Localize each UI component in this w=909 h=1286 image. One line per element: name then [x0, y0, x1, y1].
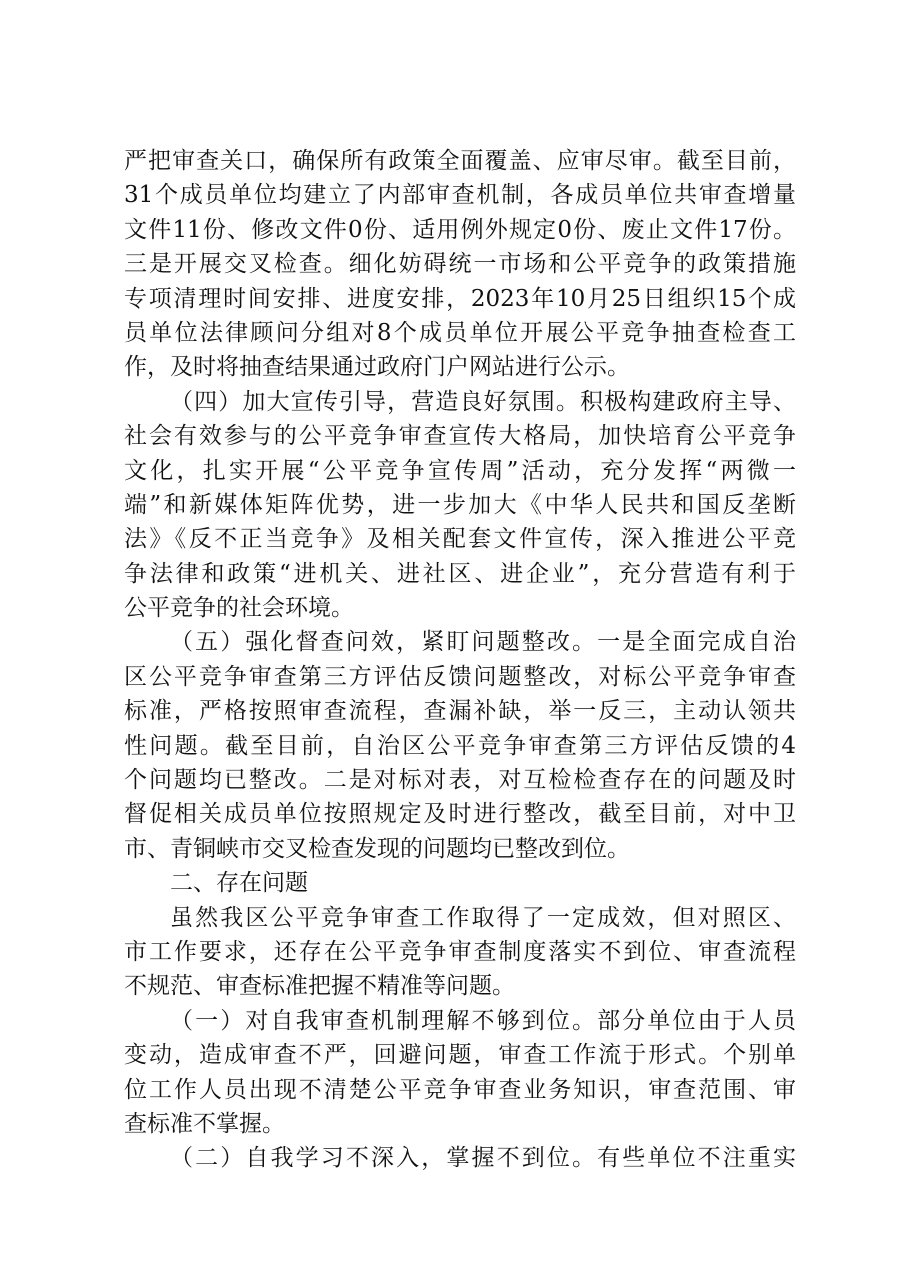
document-body [124, 144, 796, 1176]
subsection-heading-line: （二）自我学习不深入，掌握不到位。有些单位不注重实 [170, 1145, 796, 1172]
paragraph-line: 督促相关成员单位按照规定及时进行整改，截至目前，对中卫 [124, 801, 796, 828]
paragraph-line: 虽然我区公平竞争审查工作取得了一定成效，但对照区、 [170, 904, 796, 931]
paragraph-line: 市、青铜峡市交叉检查发现的问题均已整改到位。 [124, 835, 630, 862]
paragraph-line: 个问题均已整改。二是对标对表，对互检检查存在的问题及时 [124, 767, 796, 794]
paragraph-line: 法》《反不正当竞争》及相关配套文件宣传，深入推进公平竞 [124, 526, 796, 553]
paragraph-line: 性问题。截至目前，自治区公平竞争审查第三方评估反馈的4 [124, 732, 796, 759]
paragraph-line: 不规范、审查标准把握不精准等问题。 [124, 973, 515, 1000]
subsection-heading-line: （四）加大宣传引导，营造良好氛围。积极构建政府主导、 [170, 388, 796, 415]
paragraph-line: 专项清理时间安排、进度安排，2023年10月25日组织15个成 [124, 285, 796, 312]
paragraph-line: 端”和新媒体矩阵优势，进一步加大《中华人民共和国反垄断 [124, 491, 796, 518]
paragraph-line: 严把审查关口，确保所有政策全面覆盖、应审尽审。截至目前， [124, 148, 796, 174]
paragraph-line: 社会有效参与的公平竞争审查宣传大格局，加快培育公平竞争 [124, 423, 796, 450]
paragraph-line: 三是开展交叉检查。细化妨碍统一市场和公平竞争的政策措施 [124, 251, 796, 278]
paragraph-line: 员单位法律顾问分组对8个成员单位开展公平竞争抽查检查工 [124, 319, 796, 346]
paragraph-line: 市工作要求，还存在公平竞争审查制度落实不到位、审查流程 [124, 938, 796, 965]
section-heading: 二、存在问题 [170, 870, 308, 897]
paragraph-line: 作，及时将抽查结果通过政府门户网站进行公示。 [124, 354, 630, 381]
paragraph-line: 标准，严格按照审查流程，查漏补缺，举一反三，主动认领共 [124, 698, 796, 725]
paragraph-line: 区公平竞争审查第三方评估反馈问题整改，对标公平竞争审查 [124, 663, 796, 690]
subsection-heading-line: （一）对自我审查机制理解不够到位。部分单位由于人员 [170, 1007, 796, 1034]
paragraph-line: 公平竞争的社会环境。 [124, 595, 354, 622]
paragraph-line: 变动，造成审查不严，回避问题，审查工作流于形式。个别单 [124, 1042, 796, 1069]
paragraph-line: 文件11份、修改文件0份、适用例外规定0份、废止文件17份。 [124, 216, 796, 243]
paragraph-line: 文化，扎实开展“公平竞争宣传周”活动，充分发挥“两微一 [124, 457, 796, 484]
subsection-heading-line: （五）强化督查问效，紧盯问题整改。一是全面完成自治 [170, 629, 796, 656]
paragraph-line: 位工作人员出现不清楚公平竞争审查业务知识，审查范围、审 [124, 1076, 796, 1103]
paragraph-line: 争法律和政策“进机关、进社区、进企业”，充分营造有利于 [124, 560, 796, 587]
paragraph-line: 31个成员单位均建立了内部审查机制，各成员单位共审查增量 [124, 182, 796, 209]
paragraph-line: 查标准不掌握。 [124, 1110, 285, 1137]
